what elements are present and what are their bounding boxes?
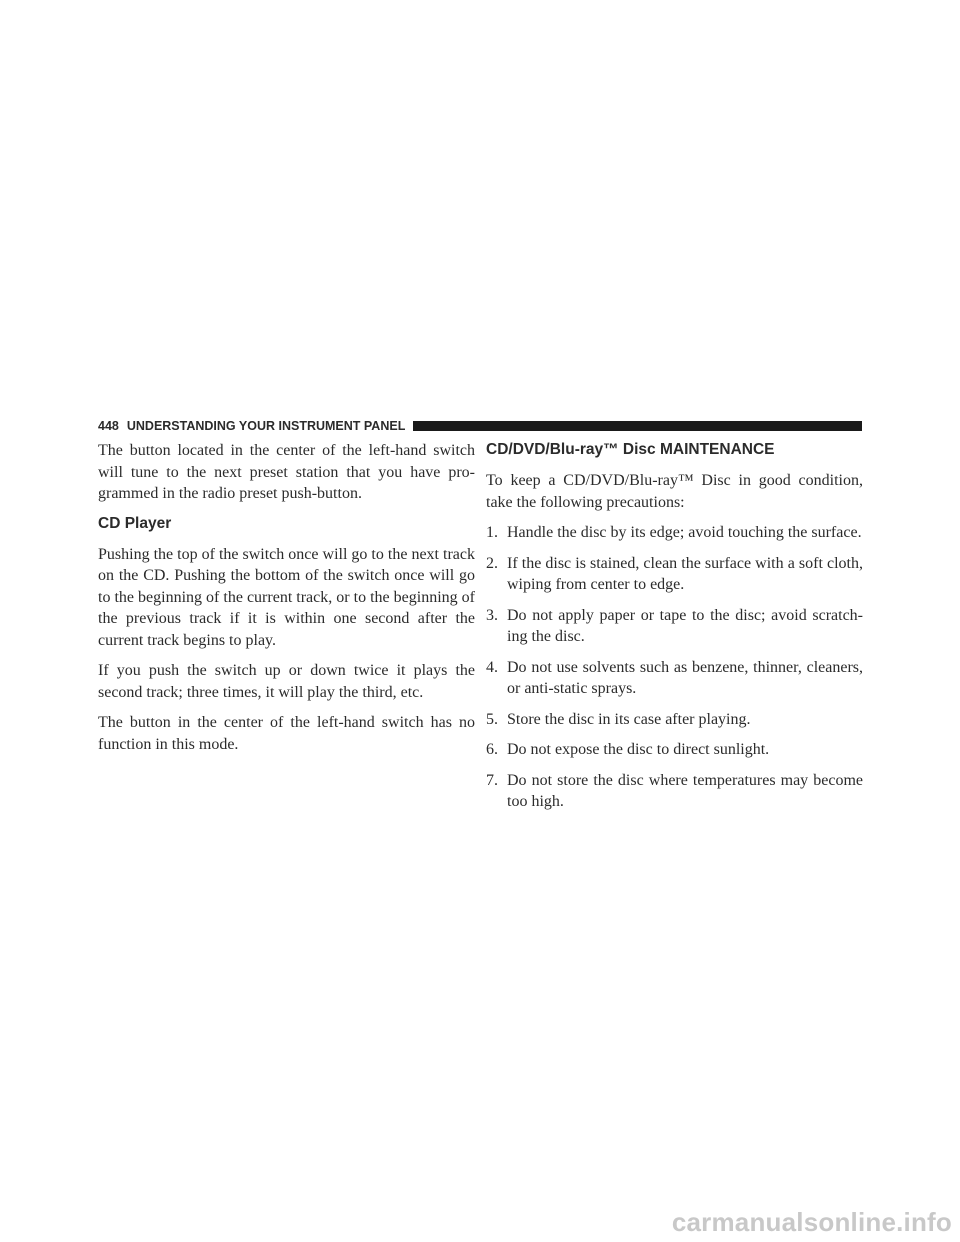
list-item-text: If the disc is stained, clean the surface with a soft cloth, wiping from center to edge. [507, 554, 863, 593]
list-item [486, 553, 863, 596]
intro-paragraph: The button located in the center of the left-hand switch will tune to the next preset station that you have pro-grammed in the radio preset push-button. [98, 442, 475, 502]
cd-paragraph-2: If you push the switch up or down twice it plays the second track; three times, it will play the third, etc. [98, 662, 475, 701]
list-item-number: 4. [486, 658, 498, 676]
list-item [486, 770, 863, 813]
right-column [486, 440, 863, 822]
cd-paragraph-1: Pushing the top of the switch once will go to the next track on the CD. Pushing the bottom of the switch once will go to the beginning of the current track, or to the beginning of the previous track if it is within one second after the current track begins to play. [98, 545, 475, 649]
list-item-number: 2. [486, 554, 498, 572]
precautions-list [486, 522, 863, 813]
list-item-text: Handle the disc by its edge; avoid touching the surface. [507, 524, 862, 541]
list-item [486, 739, 863, 761]
list-item-text: Do not expose the disc to direct sunlight. [507, 741, 770, 758]
list-item-number: 6. [486, 741, 498, 758]
list-item-text: Do not store the disc where temperatures may become too high. [507, 771, 863, 810]
section-title: UNDERSTANDING YOUR INSTRUMENT PANEL [126, 419, 406, 433]
maintenance-heading: CD/DVD/Blu-ray™ Disc MAINTENANCE [486, 441, 775, 458]
page-number: 448 [98, 419, 119, 433]
cd-player-heading: CD Player [98, 514, 172, 532]
list-item-number: 1. [486, 524, 498, 541]
list-item-text: Store the disc in its case after playing. [507, 710, 751, 728]
list-item-number: 3. [486, 606, 498, 624]
list-item-number: 5. [486, 710, 498, 728]
cd-paragraph-3: The button in the center of the left-hand switch has no function in this mode. [98, 714, 475, 753]
list-item-number: 7. [486, 771, 498, 789]
maintenance-intro: To keep a CD/DVD/Blu-ray™ Disc in good condition, take the following precautions: [486, 472, 863, 511]
list-item-text: Do not apply paper or tape to the disc; avoid scratch-ing the disc. [507, 606, 863, 645]
page-header [98, 418, 862, 434]
list-item [486, 605, 863, 648]
list-item-text: Do not use solvents such as benzene, thinner, cleaners, or anti-static sprays. [507, 658, 863, 697]
left-column [98, 440, 475, 764]
list-item [486, 522, 863, 544]
list-item [486, 709, 863, 731]
watermark-text: carmanualsonline.info [671, 1207, 952, 1237]
header-rule [413, 421, 862, 431]
list-item [486, 657, 863, 700]
